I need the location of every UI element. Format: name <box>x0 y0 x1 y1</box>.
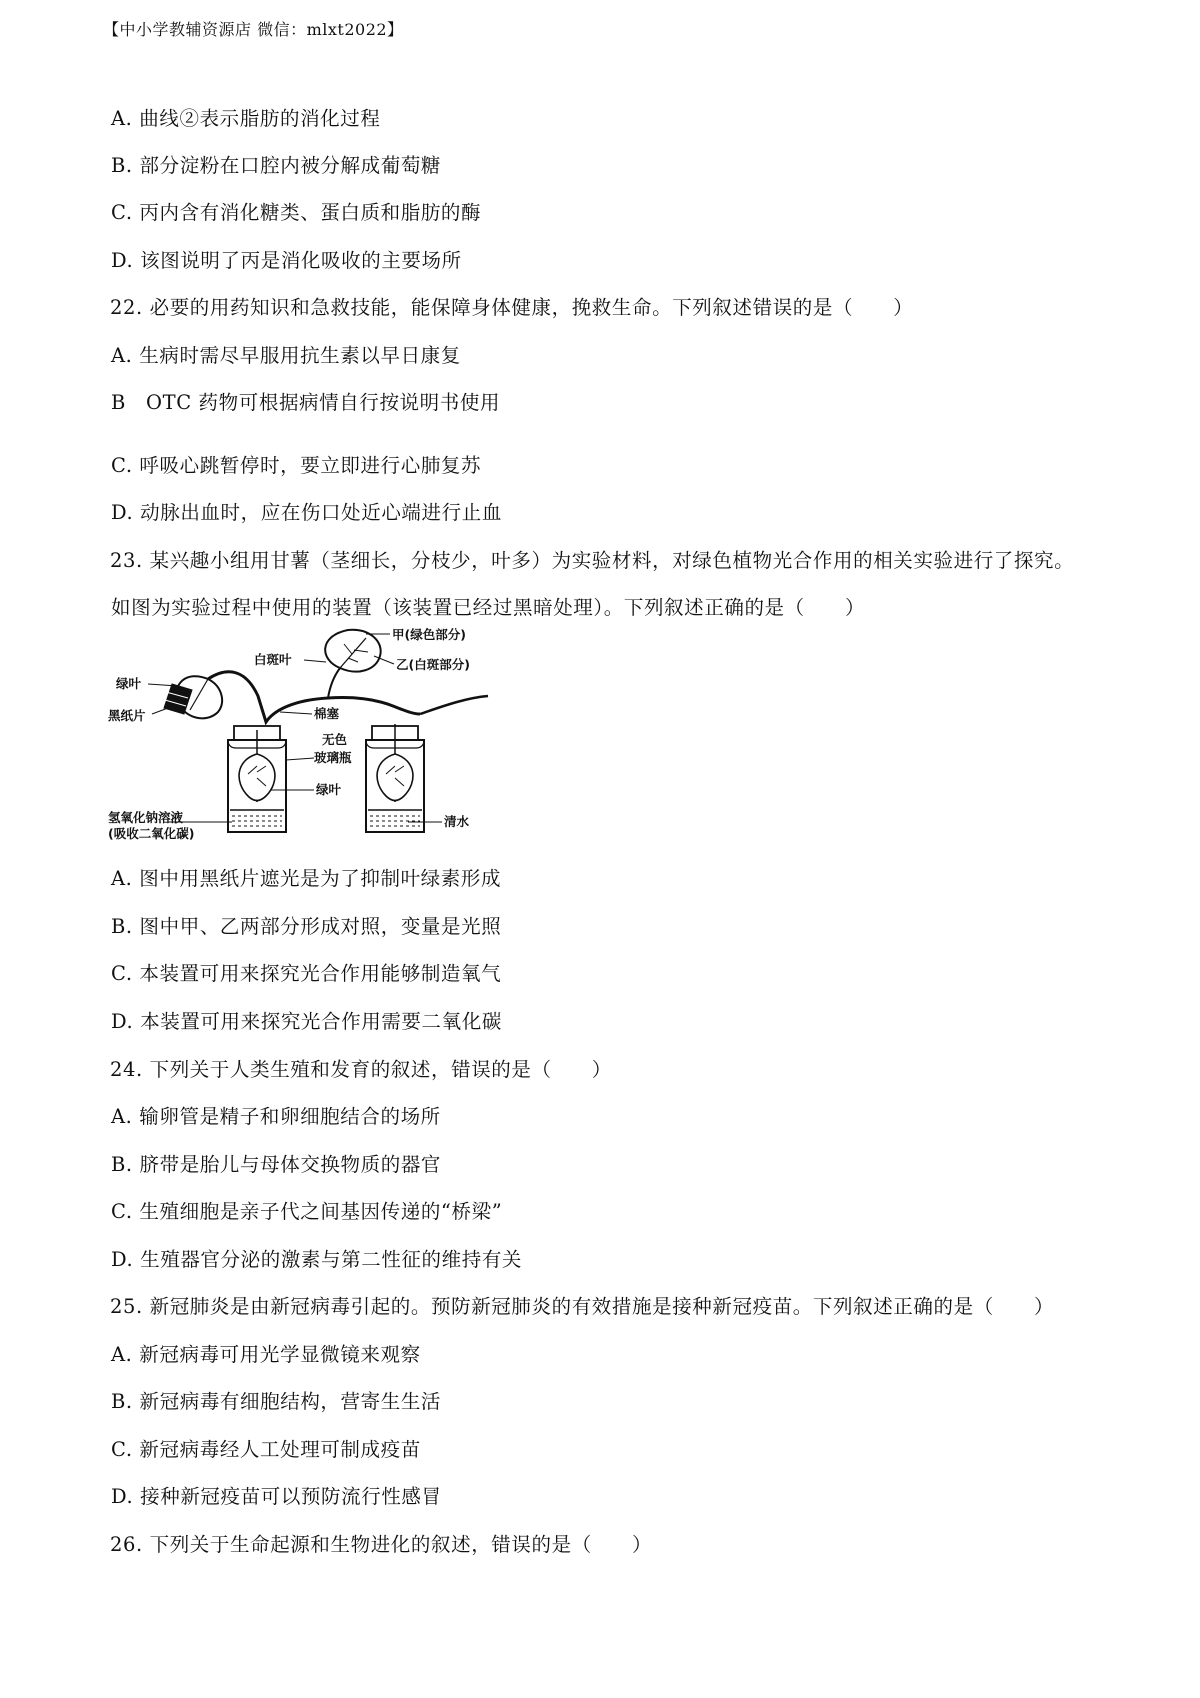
label-mianse: 棉塞 <box>314 706 340 721</box>
q25-stem: 25. 新冠肺炎是由新冠病毒引起的。预防新冠肺炎的有效措施是接种新冠疫苗。下列叙述正确的是（ ） <box>110 1295 1055 1318</box>
q23-option-a: A. 图中用黑纸片遮光是为了抑制叶绿素形成 <box>111 867 502 890</box>
label-naoh-2: (吸收二氧化碳) <box>108 826 195 841</box>
q26-stem: 26. 下列关于生命起源和生物进化的叙述，错误的是（ ） <box>110 1533 653 1556</box>
q23-experiment-figure <box>108 626 518 844</box>
q25-option-a: A. 新冠病毒可用光学显微镜来观察 <box>111 1343 421 1366</box>
q24-option-b: B. 脐带是胎儿与母体交换物质的器官 <box>111 1153 442 1176</box>
q21-option-d: D. 该图说明了丙是消化吸收的主要场所 <box>111 249 462 272</box>
label-wuse-2: 玻璃瓶 <box>314 750 352 765</box>
label-jia: 甲(绿色部分) <box>392 627 466 642</box>
experiment-apparatus-diagram <box>108 626 518 844</box>
label-yi: 乙(白斑部分) <box>396 657 470 672</box>
q22-option-a: A. 生病时需尽早服用抗生素以早日康复 <box>111 344 461 367</box>
q21-option-a: A. 曲线②表示脂肪的消化过程 <box>111 107 381 130</box>
leader-mianse <box>280 712 312 714</box>
label-qingshui: 清水 <box>444 814 470 829</box>
leader-baiban <box>304 660 326 662</box>
page-header: 【中小学教辅资源店 微信：mlxt2022】 <box>103 20 404 39</box>
bottle-right <box>366 724 424 832</box>
q24-option-d: D. 生殖器官分泌的激素与第二性征的维持有关 <box>111 1248 523 1271</box>
q22-option-c: C. 呼吸心跳暂停时，要立即进行心肺复苏 <box>111 454 482 477</box>
q24-stem: 24. 下列关于人类生殖和发育的叙述，错误的是（ ） <box>110 1058 612 1081</box>
q23-option-c: C. 本装置可用来探究光合作用能够制造氧气 <box>111 962 502 985</box>
label-baiban: 白斑叶 <box>254 652 292 667</box>
bottle-left <box>228 726 286 832</box>
label-naoh-1: 氢氧化钠溶液 <box>108 810 184 825</box>
q22-option-b: B OTC 药物可根据病情自行按说明书使用 <box>111 391 501 414</box>
q21-option-b: B. 部分淀粉在口腔内被分解成葡萄糖 <box>111 154 442 177</box>
white-spot-leaf <box>325 630 380 672</box>
q21-option-c: C. 丙内含有消化糖类、蛋白质和脂肪的酶 <box>111 201 482 224</box>
leader-heizhi <box>152 708 168 714</box>
label-lvye-top: 绿叶 <box>116 676 142 691</box>
leader-wuse <box>286 758 314 760</box>
q23-option-d: D. 本装置可用来探究光合作用需要二氧化碳 <box>111 1010 502 1033</box>
q22-option-d: D. 动脉出血时，应在伤口处近心端进行止血 <box>111 501 502 524</box>
q25-option-c: C. 新冠病毒经人工处理可制成疫苗 <box>111 1438 421 1461</box>
label-heizhi: 黑纸片 <box>108 708 146 723</box>
q24-option-a: A. 输卵管是精子和卵细胞结合的场所 <box>111 1105 441 1128</box>
q25-option-d: D. 接种新冠疫苗可以预防流行性感冒 <box>111 1485 442 1508</box>
q22-stem: 22. 必要的用药知识和急救技能，能保障身体健康，挽救生命。下列叙述错误的是（ ） <box>110 296 914 319</box>
label-lvye-mid: 绿叶 <box>316 782 342 797</box>
vine-stem-end <box>420 696 488 714</box>
label-wuse-1: 无色 <box>322 732 348 747</box>
q23-stem-line2: 如图为实验过程中使用的装置（该装置已经过黑暗处理）。下列叙述正确的是（ ） <box>111 596 866 619</box>
q23-option-b: B. 图中甲、乙两部分形成对照，变量是光照 <box>111 915 502 938</box>
q23-stem-line1: 23. 某兴趣小组用甘薯（茎细长，分枝少，叶多）为实验材料，对绿色植物光合作用的相关实验进行了探究。 <box>110 549 1075 572</box>
leaf-petiole <box>328 668 340 698</box>
q24-option-c: C. 生殖细胞是亲子代之间基因传递的“桥梁” <box>111 1200 503 1223</box>
q25-option-b: B. 新冠病毒有细胞结构，营寄生生活 <box>111 1390 442 1413</box>
